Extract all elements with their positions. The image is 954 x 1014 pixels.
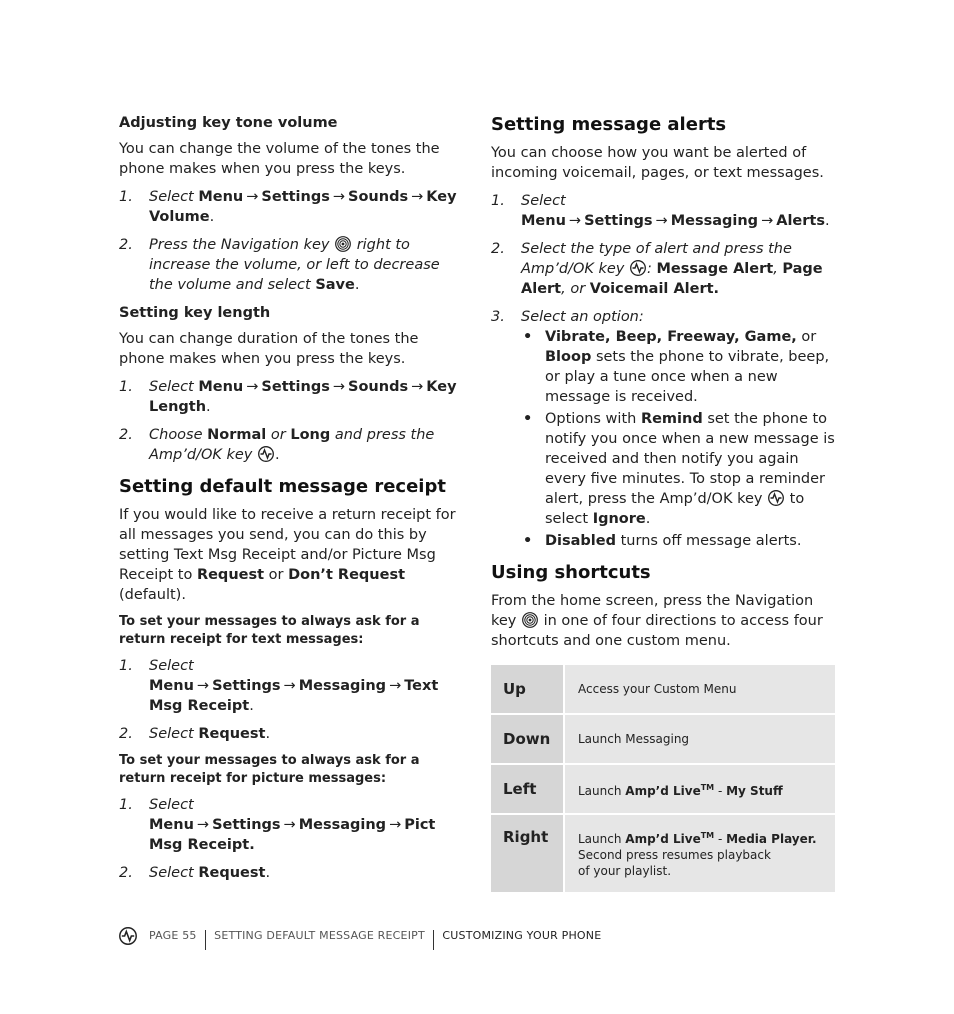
arrow-glyph: → [246,189,259,205]
right-column [491,113,836,894]
arrow-glyph: → [655,213,668,229]
menu-term: Save [315,277,355,293]
step-number: 1. [119,379,133,395]
arrow-glyph: → [411,379,424,395]
step-number: 1. [119,658,133,674]
arrow-glyph: → [389,817,402,833]
step-number: 1. [119,189,133,205]
step-text: Select [521,193,566,209]
footer-section: SETTING DEFAULT MESSAGE RECEIPT [214,929,425,942]
step-number: 1. [491,193,505,209]
navigation-key-icon [335,236,351,252]
step-text: , or [561,281,586,297]
step-text: Select [149,726,194,742]
menu-term: Messaging [670,213,759,229]
menu-term: Request [198,726,266,742]
shortcut-key: Left [491,765,565,813]
menu-term: Menu [521,213,566,229]
using-shortcuts-intro [491,591,836,651]
shortcut-key: Up [491,665,565,713]
menu-term: Sounds [348,189,409,205]
menu-term: Remind [640,411,703,427]
body-text: sets the phone to vibrate, beep, or play a tune once when a new message is received. [545,349,830,405]
step-item [119,235,464,295]
key-length-intro: You can change duration of the tones the phone makes when you press the keys. [119,331,419,367]
step-text: and press the Amp’d/OK key [149,427,435,463]
step-text: Choose [149,427,203,443]
menu-term: Ignore [592,511,646,527]
punct: , [773,261,778,277]
key-length-heading: Setting key length [119,305,271,321]
menu-term: Amp’d Live [625,832,701,846]
footer-chapter: CUSTOMIZING YOUR PHONE [442,929,602,942]
punct: . [824,213,830,229]
body-text: to select [545,491,805,527]
body-text: If you would like to receive a return receipt for all messages you send, you can do this by setting Text Msg Receipt and/or Picture Msg Receipt to [119,507,456,583]
step-number: 2. [491,241,505,257]
navigation-key-icon [522,612,538,628]
punct: . [645,511,651,527]
menu-term: Text Msg Receipt [149,678,439,714]
menu-term: Menu [149,817,194,833]
step-number: 1. [119,797,133,813]
arrow-glyph: → [196,678,210,694]
trademark-mark: TM [700,831,715,840]
desc-text: - [714,783,727,798]
step-item [119,187,464,227]
arrow-glyph: → [568,213,582,229]
menu-term: Settings [261,189,330,205]
menu-term: Menu [198,189,244,205]
punct: . [354,277,360,293]
menu-term: Disabled [545,533,616,549]
list-item [521,531,836,551]
body-text: or [801,329,817,345]
body-text: or [268,567,284,583]
table-row [491,665,835,713]
menu-term: Page Alert [521,261,823,297]
step-number: 2. [119,237,133,253]
shortcut-desc [565,815,835,892]
menu-term: Messaging [298,817,387,833]
menu-term: Request [196,567,265,583]
menu-term: Menu [198,379,244,395]
text-receipt-steps [119,656,464,744]
message-alerts-steps [491,191,836,551]
arrow-glyph: → [196,817,210,833]
step-item [119,795,464,855]
punct: . [249,698,254,714]
menu-term: Media Player. [726,832,817,846]
menu-term: Message Alert [656,261,774,277]
arrow-glyph: → [283,817,296,833]
menu-term: Key Volume [149,189,457,225]
text-receipt-subheading: To set your messages to always ask for a return receipt for text messages: [119,614,420,647]
step-item [119,377,464,417]
shortcut-key: Down [491,715,565,763]
key-length-steps [119,377,464,465]
step-text: or [270,427,286,443]
key-tone-volume-intro: You can change the volume of the tones the phone makes when you press the keys. [119,141,440,177]
menu-term: Settings [212,678,281,694]
menu-term: Key Length [149,379,457,415]
page-footer [119,924,601,948]
list-item [521,409,836,529]
menu-term: Long [290,427,331,443]
menu-term: Alerts [776,213,825,229]
amp-logo-icon [119,927,137,945]
step-number: 3. [491,309,505,325]
message-alerts-heading: Setting message alerts [491,114,727,135]
amp-ok-key-icon [630,260,646,276]
step-item [119,724,464,744]
punct: . [265,865,271,881]
step-item [119,656,464,716]
footer-divider [433,930,435,950]
menu-term: Request [198,865,266,881]
step-text: Press the Navigation key [149,237,330,253]
picture-receipt-steps [119,795,464,883]
alert-options-list [521,327,836,551]
body-text: From the home screen, press the Navigation key [491,593,814,629]
step-text: Select the type of alert and press the Amp’d/OK key [521,241,792,277]
menu-term: Amp’d Live [625,783,701,798]
desc-text: - [714,832,727,846]
punct: . [275,447,280,463]
desc-text: Launch [578,832,622,846]
step-item [491,191,836,231]
amp-ok-key-icon [768,490,784,506]
table-row [491,815,835,892]
shortcut-desc: Launch Messaging [565,715,835,763]
arrow-glyph: → [332,189,346,205]
step-number: 2. [119,726,133,742]
desc-text: Second press resumes playback of your playlist. [578,848,771,878]
punct: . [209,209,215,225]
step-item [119,425,464,465]
default-receipt-intro [119,505,464,605]
key-tone-volume-heading: Adjusting key tone volume [119,115,338,131]
body-text: (default). [119,587,186,603]
punct: . [206,399,211,415]
step-text: Select [149,865,194,881]
arrow-glyph: → [283,678,296,694]
menu-term: Settings [584,213,653,229]
step-item [491,239,836,299]
shortcut-key: Right [491,815,565,892]
body-text: set the phone to notify you once when a new message is received and then notify you again every five minutes. To stop a reminder alert, press the Amp’d/OK key [545,411,835,507]
amp-ok-key-icon [258,446,274,462]
page-number: PAGE 55 [149,929,197,942]
step-number: 2. [119,865,133,881]
menu-term: Don’t Request [288,567,406,583]
menu-term: Messaging [298,678,387,694]
menu-term: Normal [207,427,267,443]
shortcuts-table [491,663,835,894]
table-row [491,715,835,763]
menu-term: Sounds [348,379,409,395]
shortcut-desc: Access your Custom Menu [565,665,835,713]
default-receipt-heading: Setting default message receipt [119,476,446,497]
menu-term: Pict Msg Receipt. [149,817,436,853]
step-text: Select [149,658,194,674]
menu-term: Bloop [545,349,592,365]
step-text: Select [149,797,194,813]
body-text: turns off message alerts. [620,533,802,549]
step-text: : [647,261,652,277]
trademark-mark: TM [700,782,715,792]
punct: . [265,726,271,742]
step-item [119,863,464,883]
menu-term: Voicemail Alert. [589,281,720,297]
menu-term: My Stuff [726,783,783,798]
menu-term: Settings [212,817,281,833]
arrow-glyph: → [332,379,346,395]
menu-term: Vibrate, Beep, Freeway, Game, [545,329,797,345]
arrow-glyph: → [389,678,402,694]
menu-term: Settings [261,379,330,395]
step-text: Select an option: [521,309,644,325]
step-number: 2. [119,427,133,443]
shortcut-desc [565,765,835,813]
footer-divider [205,930,207,950]
picture-receipt-subheading: To set your messages to always ask for a return receipt for picture messages: [119,753,420,786]
arrow-glyph: → [411,189,424,205]
arrow-glyph: → [761,213,774,229]
key-tone-volume-steps [119,187,464,295]
step-item [491,307,836,551]
menu-term: Menu [149,678,194,694]
left-column [119,113,464,891]
step-text: Select [149,379,194,395]
body-text: Options with [545,411,637,427]
desc-text: Launch [578,783,622,798]
table-row [491,765,835,813]
using-shortcuts-heading: Using shortcuts [491,562,651,583]
body-text: in one of four directions to access four shortcuts and one custom menu. [491,613,823,649]
message-alerts-intro: You can choose how you want be alerted of incoming voicemail, pages, or text messages. [491,145,824,181]
arrow-glyph: → [246,379,259,395]
step-text: Select [149,189,194,205]
step-text: right to increase the volume, or left to decrease the volume and select [149,237,440,293]
list-item [521,327,836,407]
